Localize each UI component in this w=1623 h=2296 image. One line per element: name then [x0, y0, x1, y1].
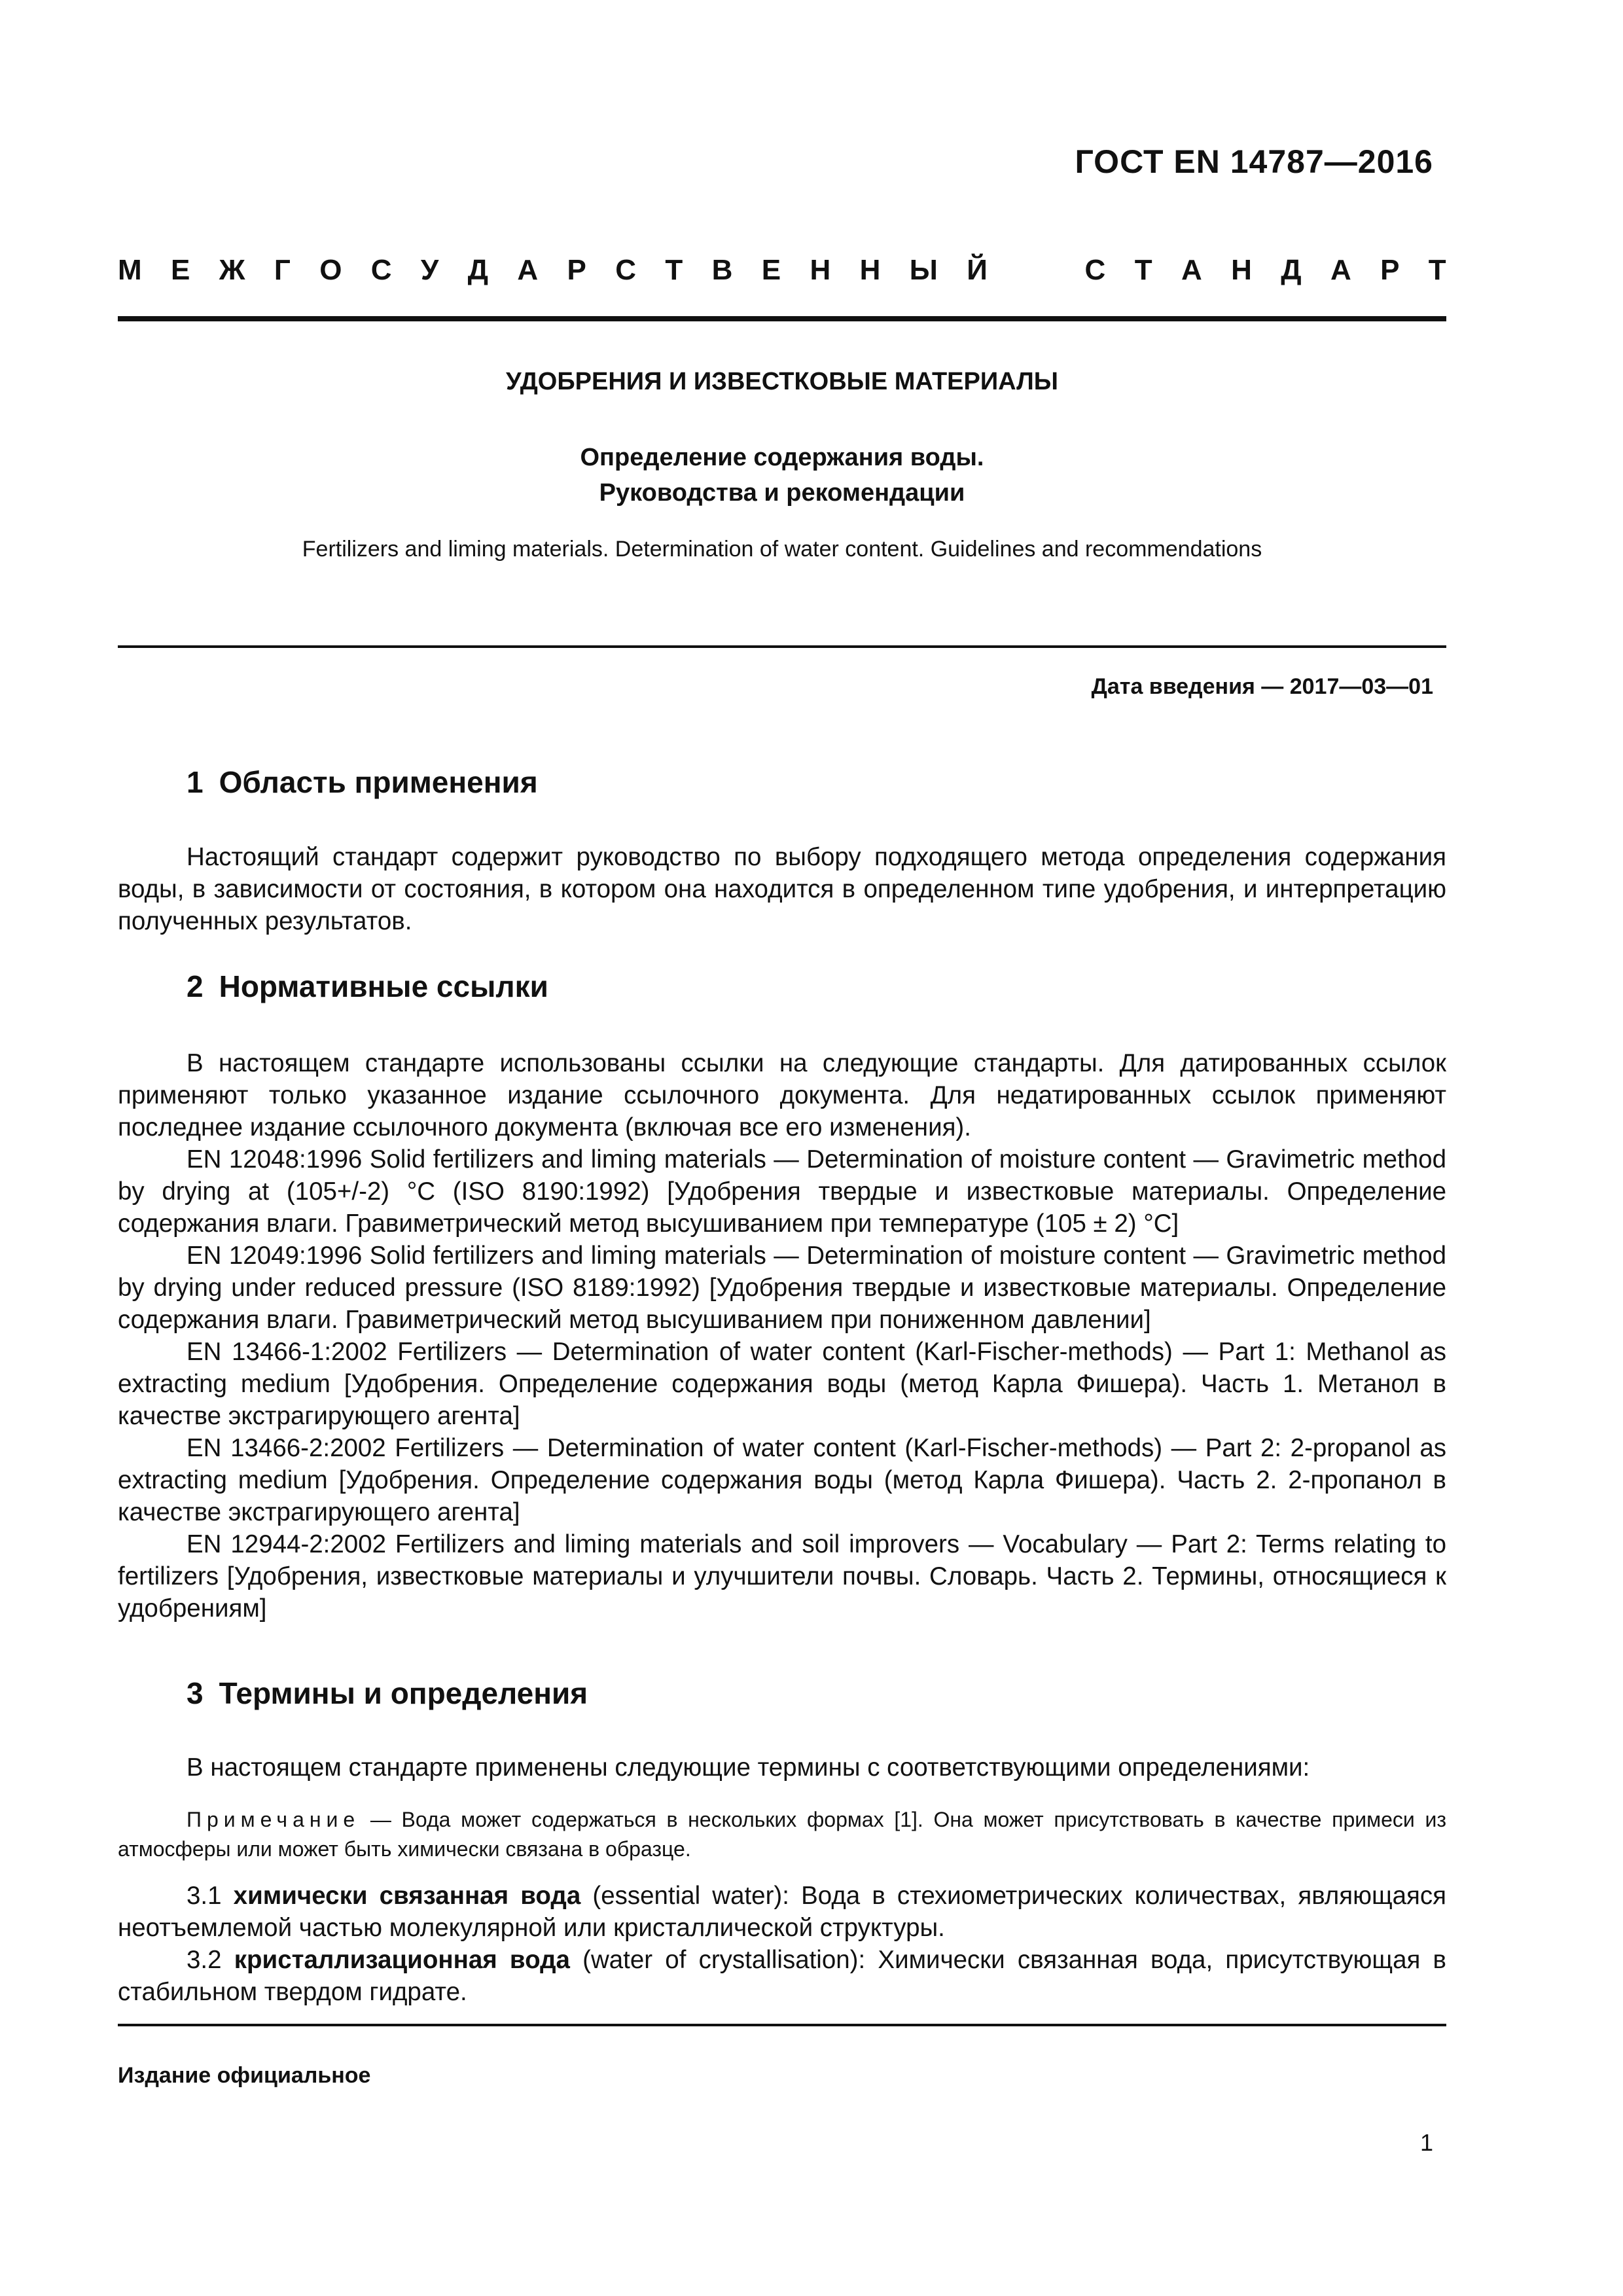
banner-letter: А	[1181, 254, 1202, 286]
section-1-body	[118, 841, 1446, 937]
paragraph: В настоящем стандарте использованы ссылки на следующие стандарты. Для датированных ссылок применяют только указанное издание ссылочного документа. Для недатированных ссылок применяют последнее издание ссылочного документа (включая все его изменения).	[118, 1049, 1446, 1141]
banner-letter: Р	[567, 254, 586, 286]
term-item	[118, 1944, 1446, 2008]
term-definition: : Вода в стехиометрических количествах, являющаяся неотъемлемой частью молекулярной или кристаллической структуры.	[118, 1882, 1446, 1942]
note-text	[118, 1805, 1446, 1864]
banner-letter: Е	[171, 254, 190, 286]
banner-letter: Д	[467, 254, 489, 286]
title-subtitle-line: Руководства и рекомендации	[599, 479, 965, 507]
banner-letter: А	[517, 254, 539, 286]
banner-letter: У	[420, 254, 439, 286]
banner-letter: Н	[810, 254, 831, 286]
title-subtitle	[118, 440, 1446, 511]
banner-letter: Ы	[909, 254, 938, 286]
banner-letter: С	[370, 254, 392, 286]
banner-letter: С	[1084, 254, 1106, 286]
official-edition-label: Издание официальное	[118, 2063, 371, 2088]
section-title: Нормативные ссылки	[219, 969, 548, 1003]
note	[118, 1805, 1446, 1864]
footer-divider	[118, 2024, 1446, 2026]
banner-letter: Й	[967, 254, 988, 286]
term-number: 3.1	[187, 1882, 222, 1910]
reference-item: EN 12049:1996 Solid fertilizers and liming materials — Determination of moisture content — Gravimetric method by drying under reduced pressure (ISO 8189:1992) [Удобрения твердые и известковые материалы. Определение содержания влаги. Гравиметрический метод высушиванием при пониженном давлении]	[118, 1242, 1446, 1334]
banner-letter: Т	[665, 254, 683, 286]
banner-letter: М	[118, 254, 142, 286]
gost-number: ГОСТ EN 14787—2016	[1075, 143, 1433, 180]
banner-gap	[1016, 254, 1056, 287]
reference-item: EN 12944-2:2002 Fertilizers and liming materials and soil improvers — Vocabulary — Part 2: Terms relating to fertilizers [Удобрения, известковые материалы и улучшители почвы. Словарь. Часть 2. Термины, относящиеся к удобрениям]	[118, 1530, 1446, 1623]
banner-letter: Г	[274, 254, 291, 286]
section-number: 3	[187, 1676, 204, 1710]
term-definition: : Химически связанная вода, присутствующая в стабильном твердом гидрате.	[118, 1946, 1447, 2006]
banner-letter: Е	[761, 254, 781, 286]
term-english: (water of crystallisation)	[569, 1946, 859, 1974]
introduction-date: Дата введения — 2017—03—01	[1091, 674, 1433, 699]
banner-letter: Н	[859, 254, 881, 286]
terms-list	[118, 1880, 1446, 2008]
banner-letter: Д	[1281, 254, 1302, 286]
paragraph: В настоящем стандарте применены следующие термины с соответствующими определениями:	[187, 1753, 1310, 1782]
title-divider	[118, 645, 1446, 648]
term-name: химически связанная вода	[233, 1882, 581, 1910]
banner-letter: А	[1330, 254, 1351, 286]
banner-letter: С	[615, 254, 637, 286]
section-2-body	[118, 1047, 1446, 1624]
section-number: 1	[187, 765, 204, 799]
title-main: УДОБРЕНИЯ И ИЗВЕСТКОВЫЕ МАТЕРИАЛЫ	[506, 368, 1058, 395]
section-3-intro	[118, 1751, 1446, 1784]
term-number: 3.2	[187, 1946, 222, 1974]
note-label: Примечание	[187, 1808, 361, 1831]
section-title: Термины и определения	[219, 1676, 588, 1710]
banner-letter: В	[711, 254, 733, 286]
term-name: кристаллизационная вода	[234, 1946, 570, 1974]
title-subtitle-line: Определение содержания воды.	[580, 444, 984, 471]
term-item	[118, 1880, 1446, 1944]
reference-item: EN 13466-1:2002 Fertilizers — Determination of water content (Karl-Fischer-methods) — Part 1: Methanol as extracting medium [Удобрения. Определение содержания воды (метод Карла Фишера). Часть 1. Метанол в качестве экстрагирующего агента]	[118, 1338, 1446, 1430]
title-english: Fertilizers and liming materials. Determination of water content. Guidelines and recommendations	[302, 537, 1262, 562]
banner-letter: Т	[1428, 254, 1446, 286]
banner-letter: О	[319, 254, 342, 286]
section-title: Область применения	[219, 765, 538, 799]
term-english: (essential water)	[580, 1882, 783, 1910]
banner-letter: Н	[1231, 254, 1252, 286]
section-number: 2	[187, 969, 204, 1003]
section-heading	[187, 969, 548, 1004]
header-divider	[118, 316, 1446, 321]
interstate-standard-banner	[118, 254, 1446, 287]
banner-letter: Р	[1380, 254, 1400, 286]
paragraph: Настоящий стандарт содержит руководство по выбору подходящего метода определения содержания воды, в зависимости от состояния, в котором она находится в определенном типе удобрения, и интерпретацию полученных результатов.	[118, 843, 1446, 935]
section-heading	[187, 764, 538, 800]
reference-item: EN 12048:1996 Solid fertilizers and liming materials — Determination of moisture content — Gravimetric method by drying at (105+/-2) °С (ISO 8190:1992) [Удобрения твердые и известковые материалы. Определение содержания влаги. Гравиметрический метод высушиванием при температуре (105 ± 2) °С]	[118, 1145, 1446, 1238]
banner-letter: Ж	[219, 254, 245, 286]
reference-item: EN 13466-2:2002 Fertilizers — Determination of water content (Karl-Fischer-methods) — Part 2: 2-propanol as extracting medium [Удобрения. Определение содержания воды (метод Карла Фишера). Часть 2. 2-пропанол в качестве экстрагирующего агента]	[118, 1434, 1446, 1526]
page-number: 1	[1419, 2129, 1433, 2156]
note-body: — Вода может содержаться в нескольких формах [1]. Она может присутствовать в качестве примеси из атмосферы или может быть химически связана в образце.	[118, 1808, 1446, 1861]
banner-letter: Т	[1134, 254, 1152, 286]
section-heading	[187, 1676, 588, 1711]
